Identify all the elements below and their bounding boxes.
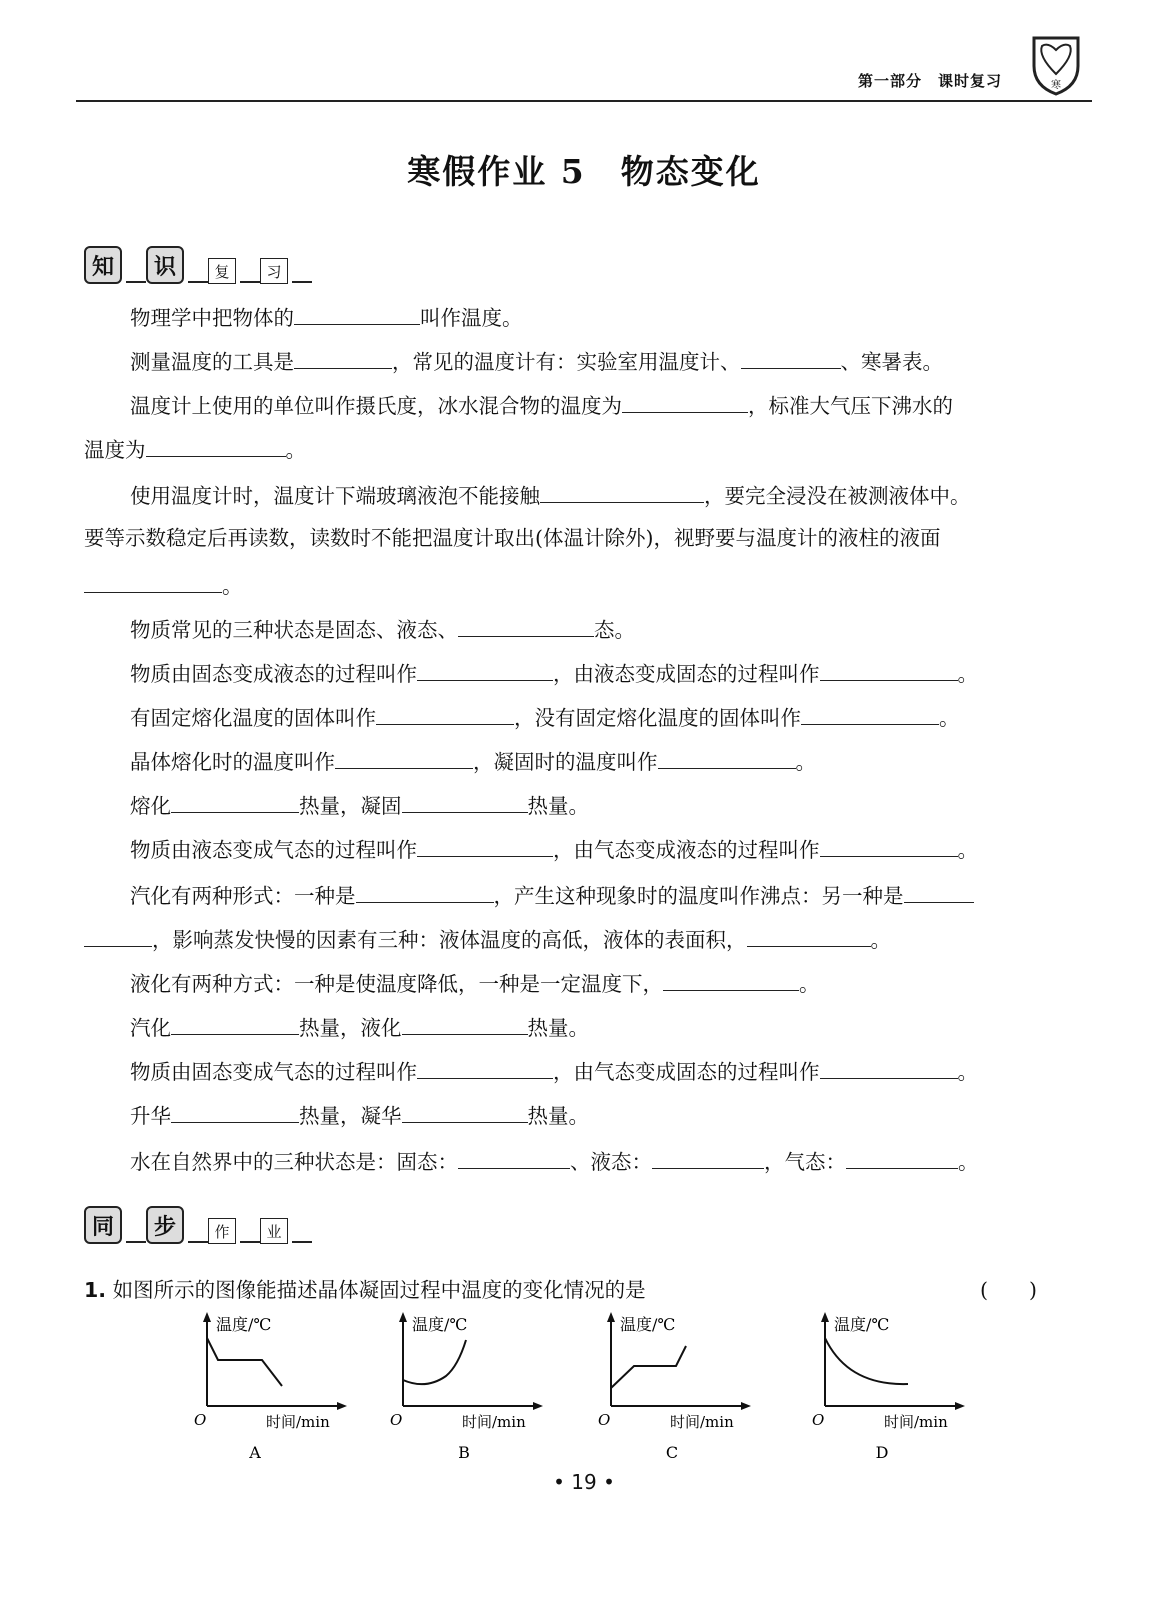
- tag-divider: [292, 281, 312, 283]
- review-line: 熔化 热量，凝固 热量。: [130, 790, 589, 820]
- svg-text:B: B: [458, 1443, 470, 1462]
- fill-blank[interactable]: [904, 880, 974, 903]
- page-header: [76, 24, 1092, 102]
- tag-char: 复: [208, 258, 236, 284]
- svg-text:O: O: [194, 1411, 207, 1429]
- fill-blank[interactable]: [146, 434, 286, 457]
- review-line: 物质由固态变成液态的过程叫作 ，由液态变成固态的过程叫作 。: [130, 658, 978, 688]
- page-number: • 19 •: [553, 1470, 615, 1494]
- review-line: 汽化有两种形式：一种是 ，产生这种现象时的温度叫作沸点：另一种是: [130, 880, 974, 910]
- fill-blank[interactable]: [663, 968, 799, 991]
- review-line: 测量温度的工具是 ，常见的温度计有：实验室用温度计、 、寒暑表。: [130, 346, 943, 376]
- fill-blank[interactable]: [84, 924, 152, 947]
- review-line: 水在自然界中的三种状态是：固态： 、液态： ，气态： 。: [130, 1146, 979, 1176]
- review-line: 物质由固态变成气态的过程叫作 ，由气态变成固态的过程叫作 。: [130, 1056, 978, 1086]
- fill-blank[interactable]: [820, 1056, 958, 1079]
- svg-text:温度/℃: 温度/℃: [834, 1315, 890, 1334]
- fill-blank[interactable]: [171, 1100, 299, 1123]
- review-line: 物质由液态变成气态的过程叫作 ，由气态变成液态的过程叫作 。: [130, 834, 978, 864]
- shield-logo-icon: [1028, 32, 1084, 96]
- homework-section-tag: [84, 1200, 312, 1244]
- review-line: 汽化 热量，液化 热量。: [130, 1012, 589, 1042]
- graph-option-d[interactable]: [808, 1310, 978, 1475]
- fill-blank[interactable]: [458, 1146, 570, 1169]
- tag-char: 识: [146, 246, 184, 284]
- review-line: 温度计上使用的单位叫作摄氏度，冰水混合物的温度为 ，标准大气压下沸水的: [130, 390, 953, 420]
- tag-char: 同: [84, 1206, 122, 1244]
- fill-blank[interactable]: [294, 302, 420, 325]
- fill-blank[interactable]: [84, 570, 222, 593]
- answer-parentheses[interactable]: ( ): [980, 1278, 1037, 1302]
- fill-blank[interactable]: [402, 790, 528, 813]
- svg-text:温度/℃: 温度/℃: [216, 1315, 272, 1334]
- fill-blank[interactable]: [540, 480, 704, 503]
- fill-blank[interactable]: [171, 1012, 299, 1035]
- fill-blank[interactable]: [820, 834, 958, 857]
- fill-blank[interactable]: [294, 346, 392, 369]
- review-line: 。: [84, 570, 243, 600]
- logo-text: 寒: [1051, 80, 1061, 91]
- review-line: 使用温度计时，温度计下端玻璃液泡不能接触 ，要完全浸没在被测液体中。: [130, 480, 971, 510]
- section-label: 第一部分 课时复习: [857, 72, 1002, 90]
- fill-blank[interactable]: [376, 702, 514, 725]
- tag-char: 步: [146, 1206, 184, 1244]
- review-line: 升华 热量，凝华 热量。: [130, 1100, 589, 1130]
- svg-text:C: C: [665, 1443, 679, 1462]
- svg-text:O: O: [598, 1411, 611, 1429]
- review-line: 温度为 。: [84, 434, 306, 464]
- tag-char: 作: [208, 1218, 236, 1244]
- tag-divider: [126, 281, 146, 283]
- tag-divider: [292, 1241, 312, 1243]
- tag-divider: [240, 281, 260, 283]
- svg-text:O: O: [390, 1411, 403, 1429]
- fill-blank[interactable]: [402, 1012, 528, 1035]
- review-line: 物质常见的三种状态是固态、液态、 态。: [130, 614, 635, 644]
- fill-blank[interactable]: [801, 702, 939, 725]
- question-number: 1.: [84, 1278, 107, 1302]
- review-section-tag: [84, 240, 312, 284]
- fill-blank[interactable]: [356, 880, 494, 903]
- question-1: [84, 1273, 646, 1303]
- tag-divider: [188, 1241, 208, 1243]
- fill-blank[interactable]: [417, 834, 553, 857]
- fill-blank[interactable]: [402, 1100, 528, 1123]
- page-title: 寒假作业 5 物态变化: [407, 152, 761, 191]
- fill-blank[interactable]: [417, 658, 553, 681]
- question-text: 如图所示的图像能描述晶体凝固过程中温度的变化情况的是: [112, 1278, 646, 1302]
- review-line: 要等示数稳定后再读数，读数时不能把温度计取出(体温计除外)，视野要与温度计的液柱的液面: [84, 526, 941, 550]
- tag-divider: [188, 281, 208, 283]
- tag-char: 知: [84, 246, 122, 284]
- graph-option-b[interactable]: [386, 1310, 556, 1475]
- review-line: ，影响蒸发快慢的因素有三种：液体温度的高低，液体的表面积， 。: [84, 924, 891, 954]
- fill-blank[interactable]: [658, 746, 796, 769]
- svg-text:时间/min: 时间/min: [462, 1413, 526, 1431]
- fill-blank[interactable]: [171, 790, 299, 813]
- fill-blank[interactable]: [846, 1146, 958, 1169]
- svg-text:时间/min: 时间/min: [266, 1413, 330, 1431]
- tag-divider: [240, 1241, 260, 1243]
- review-line: 晶体熔化时的温度叫作 ，凝固时的温度叫作 。: [130, 746, 816, 776]
- review-line: 物理学中把物体的 叫作温度。: [130, 302, 523, 332]
- svg-text:温度/℃: 温度/℃: [620, 1315, 676, 1334]
- review-line: 有固定熔化温度的固体叫作 ，没有固定熔化温度的固体叫作 。: [130, 702, 960, 732]
- svg-text:A: A: [249, 1443, 261, 1462]
- svg-text:时间/min: 时间/min: [884, 1413, 948, 1431]
- fill-blank[interactable]: [820, 658, 958, 681]
- svg-text:温度/℃: 温度/℃: [412, 1315, 468, 1334]
- fill-blank[interactable]: [458, 614, 594, 637]
- fill-blank[interactable]: [335, 746, 473, 769]
- fill-blank[interactable]: [417, 1056, 553, 1079]
- fill-blank[interactable]: [747, 924, 871, 947]
- review-line: 液化有两种方式：一种是使温度降低，一种是一定温度下， 。: [130, 968, 820, 998]
- svg-text:时间/min: 时间/min: [670, 1413, 734, 1431]
- fill-blank[interactable]: [622, 390, 748, 413]
- svg-text:D: D: [875, 1443, 889, 1462]
- svg-text:O: O: [812, 1411, 825, 1429]
- tag-divider: [126, 1241, 146, 1243]
- tag-char: 业: [260, 1218, 288, 1244]
- graph-option-a[interactable]: [190, 1310, 360, 1475]
- fill-blank[interactable]: [652, 1146, 764, 1169]
- tag-char: 习: [260, 258, 288, 284]
- fill-blank[interactable]: [741, 346, 841, 369]
- graph-option-c[interactable]: [594, 1310, 764, 1475]
